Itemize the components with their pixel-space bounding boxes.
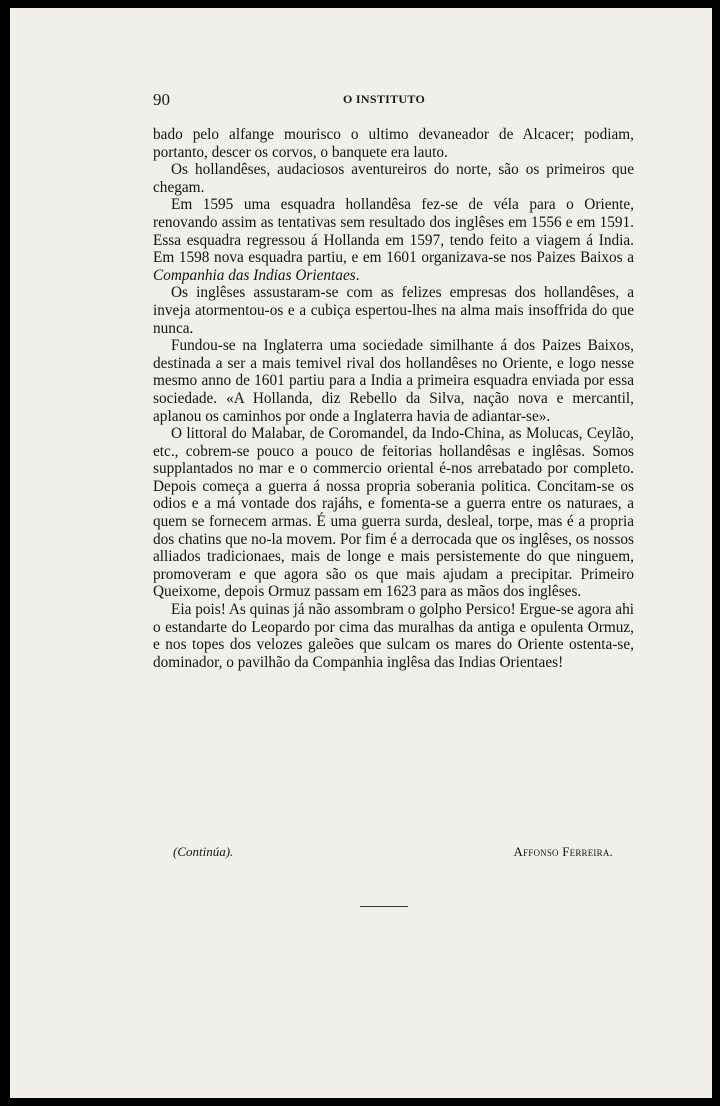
body-text xyxy=(153,126,634,671)
page-header xyxy=(153,90,641,112)
paragraph-2: Os hollandêses, audaciosos aventureiros do norte, são os primeiros que chegam. xyxy=(153,161,634,196)
running-title: O INSTITUTO xyxy=(343,92,426,106)
paragraph-3 xyxy=(153,196,634,284)
company-name-italic: Companhia das Indias Orientaes xyxy=(153,266,356,284)
paragraph-1: bado pelo alfange mourisco o ultimo devaneador de Alcacer; podiam, portanto, descer os corvos, o banquete era lauto. xyxy=(153,126,634,161)
paragraph-3-text: Em 1595 uma esquadra hollandêsa fez-se de véla para o Oriente, renovando assim as tentativas sem resultado dos inglêses em 1556 e em 1591. Essa esquadra regressou á Hollanda em 1597, tendo feito a viagem á India. Em 1598 nova esquadra partiu, e em 1601 organizava-se nos Paizes Baixos a xyxy=(153,196,634,267)
continua-note: (Continúa). xyxy=(173,844,234,859)
signature-line xyxy=(173,844,613,864)
document-page xyxy=(10,8,712,1098)
paragraph-5: Fundou-se na Inglaterra uma sociedade similhante á dos Paizes Baixos, destinada a ser a mais temivel rival dos hollandêses no Oriente, e logo nesse mesmo anno de 1601 partiu para a India a primeira esquadra enviada por essa sociedade. «A Hollanda, diz Rebello da Silva, nação nova e mercantil, aplanou os caminhos por onde a Inglaterra havia de adiantar-se». xyxy=(153,337,634,425)
paragraph-4: Os inglêses assustaram-se com as felizes empresas dos hollandêses, a inveja atormentou-os e a cubiça espertou-lhes na alma mais insoffrida do que nunca. xyxy=(153,284,634,337)
end-rule xyxy=(360,906,408,907)
paragraph-3-end: . xyxy=(355,266,360,284)
author-name: Affonso Ferreira. xyxy=(513,844,613,859)
paragraph-6: O littoral do Malabar, de Coromandel, da Indo-China, as Molucas, Ceylão, etc., cobrem-se pouco a pouco de feitorias hollandêsas e inglêsas. Somos supplantados no mar e o commercio oriental é-nos arrebatado por completo. Depois começa a guerra á nossa propria soberania politica. Concitam-se os odios e a má vontade dos rajáhs, e fomenta-se a guerra entre os naturaes, a quem se fornecem armas. É uma guerra surda, desleal, torpe, mas é a propria dos chatins que no-la movem. Por fim é a derrocada que os inglêses, os nossos alliados tradicionaes, mais de longe e mais persistemente do que ninguem, promoveram e que agora são os que mais ajudam a precipitar. Primeiro Queixome, depois Ormuz passam em 1623 para as mãos dos inglêses. xyxy=(153,425,634,601)
page-number: 90 xyxy=(153,90,170,109)
paragraph-7: Eia pois! As quinas já não assombram o golpho Persico! Ergue-se agora ahi o estandarte do Leopardo por cima das muralhas da antiga e opulenta Ormuz, e nos topes dos velozes galeões que sulcam os mares do Oriente ostenta-se, dominador, o pavilhão da Companhia inglêsa das Indias Orientaes! xyxy=(153,601,634,671)
